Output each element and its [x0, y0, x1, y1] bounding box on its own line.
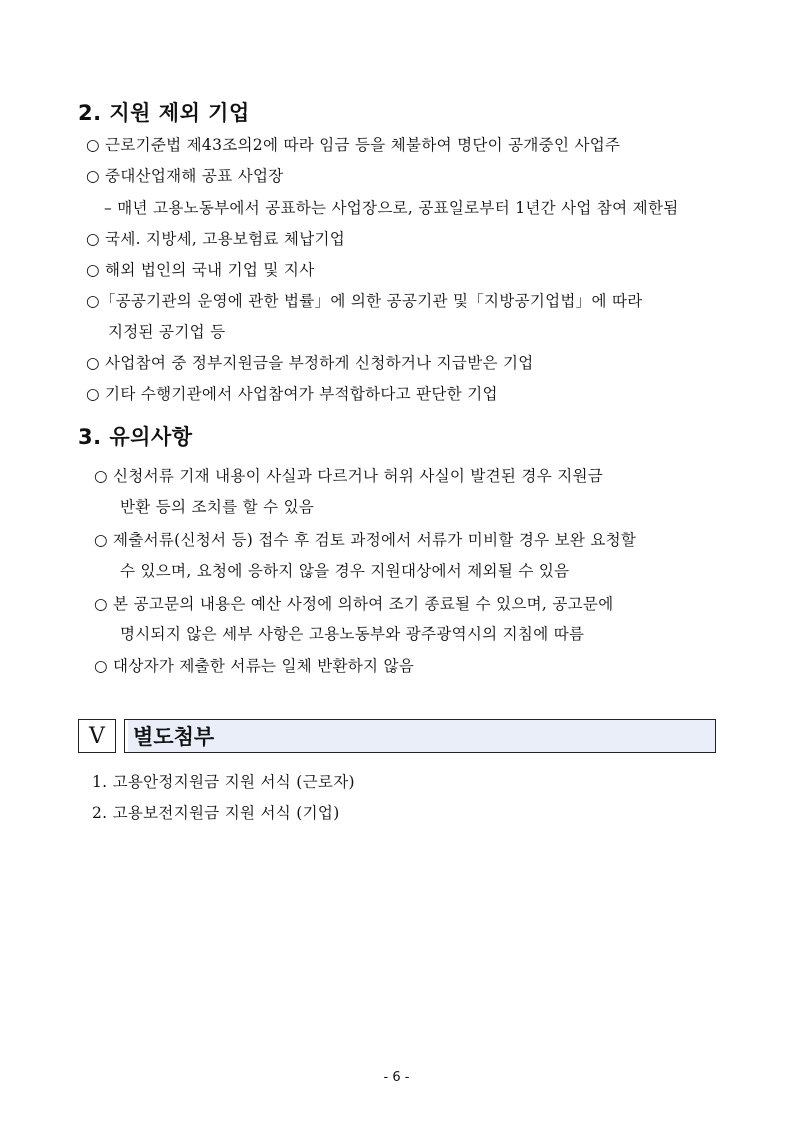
section-5-title: 별도첨부: [133, 725, 215, 749]
list-item: ○「공공기관의 운영에 관한 법률」에 의한 공공기관 및「지방공기업법」에 따라: [86, 292, 643, 310]
list-item: ○ 근로기준법 제43조의2에 따라 임금 등을 체불하여 명단이 공개중인 사업주: [86, 136, 621, 154]
list-sub-item: – 매년 고용노동부에서 공표하는 사업장으로, 공표일로부터 1년간 사업 참여 제한됨: [104, 199, 679, 217]
list-item-continuation: 반환 등의 조치를 할 수 있음: [120, 498, 315, 516]
attachment-item: 2. 고용보전지원금 지원 서식 (기업): [92, 804, 340, 822]
list-item-continuation: 명시되지 않은 세부 사항은 고용노동부와 광주광역시의 지침에 따름: [120, 625, 585, 643]
section-5-title-bar: [124, 719, 716, 753]
list-item-continuation: 지정된 공기업 등: [108, 323, 226, 341]
list-item: ○ 대상자가 제출한 서류는 일체 반환하지 않음: [94, 657, 415, 675]
list-item: ○ 기타 수행기관에서 사업참여가 부적합하다고 판단한 기업: [86, 385, 498, 403]
section-numeral-box: V: [78, 719, 116, 753]
section-2-title: 2. 지원 제외 기업: [78, 101, 250, 125]
list-item-continuation: 수 있으며, 요청에 응하지 않을 경우 지원대상에서 제외될 수 있음: [120, 562, 570, 580]
attachment-item: 1. 고용안정지원금 지원 서식 (근로자): [92, 773, 355, 791]
list-item: ○ 해외 법인의 국내 기업 및 지사: [86, 261, 315, 279]
section-3-title: 3. 유의사항: [78, 425, 193, 449]
list-item: ○ 본 공고문의 내용은 예산 사정에 의하여 조기 종료될 수 있으며, 공고문에: [94, 595, 614, 613]
list-item: ○ 사업참여 중 정부지원금을 부정하게 신청하거나 지급받은 기업: [86, 354, 534, 372]
list-item: ○ 중대산업재해 공표 사업장: [86, 167, 284, 185]
list-item: ○ 제출서류(신청서 등) 접수 후 검토 과정에서 서류가 미비할 경우 보완 요청할: [94, 531, 637, 549]
list-item: ○ 국세. 지방세, 고용보험료 체납기업: [86, 230, 346, 248]
page-number: - 6 -: [383, 1070, 410, 1085]
list-item: ○ 신청서류 기재 내용이 사실과 다르거나 허위 사실이 발견된 경우 지원금: [94, 467, 604, 485]
